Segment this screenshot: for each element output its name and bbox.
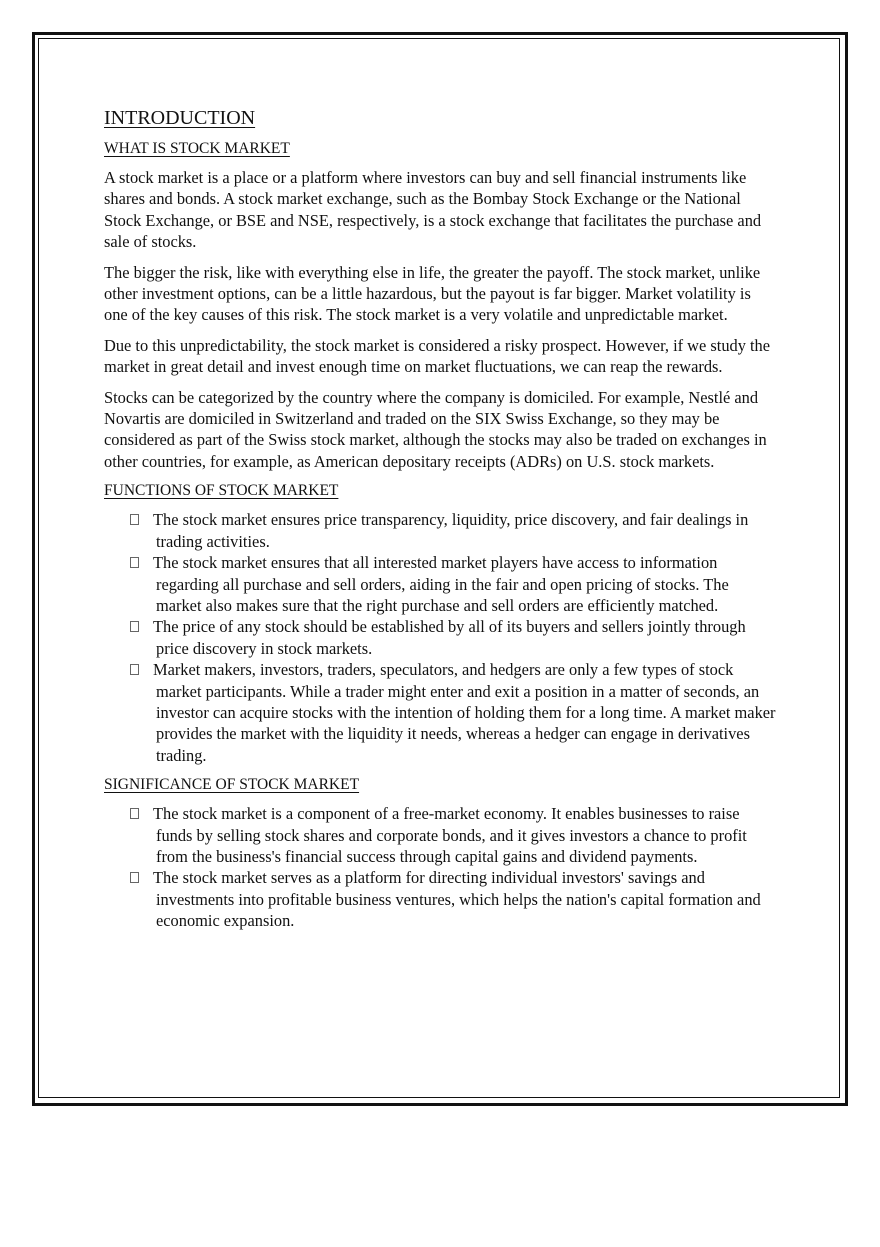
bullet-box-icon (130, 621, 139, 632)
section-heading: SIGNIFICANCE OF STOCK MARKET (104, 776, 360, 794)
bullet-box-icon (130, 808, 139, 819)
paragraph: The bigger the risk, like with everything else in life, the greater the payoff. The stock market, unlike other investment options, can be a little hazardous, but the payout is far bigger. Market volatility is one of the key causes of this risk. The stock market is a very volatile and unpredictable market. (104, 262, 761, 325)
document-body (104, 106, 776, 941)
list-item (104, 803, 776, 867)
list-item-text: The stock market ensures that all interested market players have access to information regarding all purchase and sell orders, aiding in the fair and open pricing of stocks. The market also makes sure that the right purchase and sell orders are efficiently matched. (153, 553, 729, 615)
list-item-text: The stock market ensures price transparency, liquidity, price discovery, and fair dealings in trading activities. (153, 510, 749, 551)
list-item (104, 867, 776, 931)
list-item-text: The price of any stock should be established by all of its buyers and sellers jointly through price discovery in stock markets. (153, 617, 746, 658)
paragraph: Stocks can be categorized by the country where the company is domiciled. For example, Nestlé and Novartis are domiciled in Switzerland and traded on the SIX Swiss Exchange, so they may be considered as part of the Swiss stock market, although the stocks may also be traded on exchanges in other countries, for example, as American depositary receipts (ADRs) on U.S. stock markets. (104, 387, 767, 471)
list-item-text: The stock market serves as a platform for directing individual investors' savings and investments into profitable business ventures, which helps the nation's capital formation and economic expansion. (153, 868, 761, 931)
bullet-box-icon (130, 872, 139, 883)
bullet-box-icon (130, 557, 139, 568)
list-item (104, 509, 776, 552)
list-item-text: Market makers, investors, traders, speculators, and hedgers are only a few types of stock market participants. While a trader might enter and exit a position in a matter of seconds, an investor can acquire stocks with the intention of holding them for a long time. A market maker provides the market with the liquidity it needs, whereas a hedger can engage in derivatives trading. (153, 660, 776, 765)
bullet-list (104, 509, 776, 766)
paragraph: A stock market is a place or a platform where investors can buy and sell financial instruments like shares and bonds. A stock market exchange, such as the Bombay Stock Exchange or the National Stock Exchange, or BSE and NSE, respectively, is a stock exchange that facilitates the purchase and sale of stocks. (104, 168, 762, 252)
section-significance-of-stock-market (104, 775, 776, 931)
section-heading: WHAT IS STOCK MARKET (104, 140, 290, 157)
document-title: INTRODUCTION (104, 107, 256, 129)
section-heading: FUNCTIONS OF STOCK MARKET (104, 482, 339, 500)
section-what-is-stock-market (104, 139, 776, 472)
bullet-box-icon (130, 514, 139, 525)
list-item-text: The stock market is a component of a free-market economy. It enables businesses to raise funds by selling stock shares and corporate bonds, and it gives investors a chance to profit from the business's financial success through capital gains and dividend payments. (153, 804, 747, 866)
list-item (104, 552, 776, 616)
section-functions-of-stock-market (104, 481, 776, 766)
bullet-list (104, 803, 776, 931)
bullet-box-icon (130, 664, 139, 675)
paragraph: Due to this unpredictability, the stock market is considered a risky prospect. However, if we study the market in great detail and invest enough time on market fluctuations, we can reap the rewards. (104, 335, 771, 377)
list-item (104, 659, 776, 766)
list-item (104, 616, 776, 659)
